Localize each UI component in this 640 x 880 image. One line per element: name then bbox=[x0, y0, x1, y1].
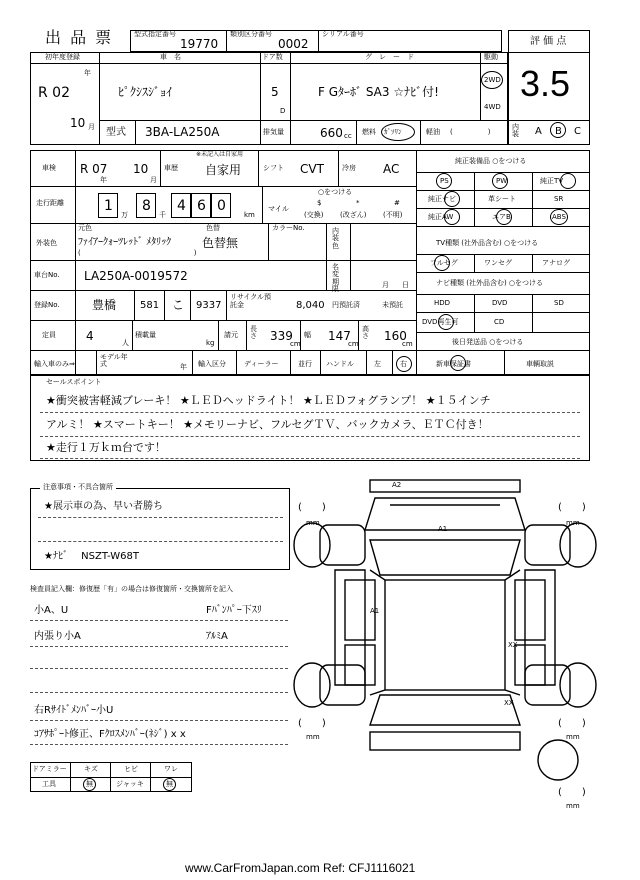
mileage-digit-4: 6 bbox=[197, 198, 206, 214]
chassis-value: LA250A-0019572 bbox=[84, 269, 188, 283]
sales-point-line-1: ★衝突被害軽減ブレーキ！ ★ＬＥＤヘッドライト！ ★ＬＥＤフォグランプ！ ★１５インチ bbox=[46, 394, 491, 407]
drive-circle bbox=[481, 71, 503, 89]
drive-label: 駆動 bbox=[484, 53, 498, 61]
registration-number: 9337 bbox=[196, 300, 222, 311]
model-value: 3BA-LA250A bbox=[145, 125, 220, 139]
color-change-value: 色替無 bbox=[202, 236, 239, 250]
shaken-month-suffix: 月 bbox=[150, 176, 157, 184]
equip-aw-circle bbox=[444, 209, 460, 225]
door-label: ドア数 bbox=[262, 53, 283, 61]
height-label: 高さ bbox=[362, 325, 369, 341]
model-year-label: モデル年式 bbox=[100, 353, 128, 369]
equip-tv: 純正TV bbox=[540, 177, 564, 185]
diagram-mark-a2: A2 bbox=[392, 481, 402, 489]
km-unit: km bbox=[244, 211, 255, 219]
serial-label: シリアル番号 bbox=[322, 30, 364, 38]
navi-cd: CD bbox=[494, 318, 505, 326]
navi-dvd-play: DVD再生可 bbox=[422, 318, 459, 326]
navi-type-label: ナビ種類 (社外品含む) ○をつける bbox=[436, 279, 544, 287]
grade-value: F Gﾀｰﾎﾞ SA3 ☆ﾅﾋﾞ付! bbox=[318, 85, 439, 99]
ac-value: AC bbox=[383, 162, 400, 176]
tools-tool-value: 無 bbox=[86, 780, 93, 788]
year-suffix: 年 bbox=[84, 69, 91, 77]
diagram-mark-a1-top: A1 bbox=[438, 525, 448, 533]
length-label: 長さ bbox=[250, 325, 257, 341]
fuel-circle bbox=[381, 123, 415, 141]
displacement-label: 排気量 bbox=[263, 128, 284, 136]
later-warranty-circle bbox=[450, 355, 466, 371]
equip-pw: PW bbox=[496, 177, 508, 185]
load-unit: kg bbox=[206, 339, 215, 347]
model-designation-label: 型式指定番号 bbox=[134, 30, 176, 38]
capacity-unit: 人 bbox=[122, 339, 129, 347]
drive-4wd: 4WD bbox=[484, 103, 501, 111]
tire-paren-rl: ( ) bbox=[298, 718, 326, 729]
tv-analog: アナログ bbox=[542, 259, 570, 267]
mile-note: ○をつける bbox=[318, 188, 353, 196]
capacity-label: 定員 bbox=[42, 331, 56, 339]
capacity-value: 4 bbox=[86, 329, 94, 343]
length-value: 339 bbox=[270, 329, 293, 343]
tire-mm-fr: mm bbox=[566, 519, 580, 527]
interior-grade-b: B bbox=[555, 126, 562, 137]
inspector-row-1-left: 小A、U bbox=[34, 605, 69, 616]
parallel-option: 並行 bbox=[298, 360, 312, 368]
make-label: 車 名 bbox=[160, 53, 181, 61]
inspector-row-2-left: 内張り小A bbox=[34, 631, 81, 642]
notes-line-3: ★ﾅﾋﾞ NSZT-W68T bbox=[44, 551, 139, 562]
color-label: 外装色 bbox=[36, 239, 57, 247]
mileage-digit-3: 4 bbox=[177, 198, 186, 214]
tire-mm-rl: mm bbox=[306, 733, 320, 741]
registration-area: 豊橋 bbox=[92, 298, 117, 312]
tools-header-break: ワレ bbox=[164, 765, 178, 773]
height-unit: cm bbox=[402, 340, 413, 348]
shaken-label: 車検 bbox=[42, 164, 56, 172]
shaken-month: 10 bbox=[133, 162, 149, 176]
tools-jack-value: 無 bbox=[166, 780, 173, 788]
exchange-paren: (交換) bbox=[304, 211, 324, 219]
navi-dvd: DVD bbox=[492, 299, 508, 307]
color-paren: ( ) bbox=[78, 249, 196, 257]
diagram-mark-a1-side: A1 bbox=[370, 607, 380, 615]
interior-grade-circle bbox=[550, 122, 566, 138]
sales-point-line-2: アルミ！ ★スマートキー！ ★メモリーナビ、フルセグＴＶ、バックカメラ、ＥＴＣ付き！ bbox=[46, 418, 489, 431]
tire-mm-fl: mm bbox=[306, 519, 320, 527]
equip-sr: SR bbox=[554, 195, 564, 203]
sen-unit: 千 bbox=[159, 211, 166, 219]
handle-left: 左 bbox=[374, 360, 381, 368]
import-class-label: 輸入区分 bbox=[198, 360, 226, 368]
equip-navi-circle bbox=[444, 191, 460, 207]
equip-pw-circle bbox=[492, 173, 508, 189]
tools-jack-label: ジャッキ bbox=[116, 780, 144, 788]
recycle-label: リサイクル預託金 bbox=[230, 293, 272, 309]
equip-navi: 純正ナビ bbox=[428, 195, 456, 203]
sales-point-line-3: ★走行１万ｋｍ台です！ bbox=[46, 441, 166, 454]
score-value: 3.5 bbox=[520, 63, 571, 104]
diesel-paren: ( ) bbox=[450, 128, 491, 136]
width-value: 147 bbox=[328, 329, 351, 343]
navi-dvd-play-circle bbox=[438, 314, 454, 330]
navi-hdd: HDD bbox=[434, 299, 451, 307]
sales-points-label: セールスポイント bbox=[46, 378, 102, 386]
navi-sd: SD bbox=[554, 299, 564, 307]
equip-ps: PS bbox=[440, 177, 449, 185]
equip-abs: ABS bbox=[552, 213, 566, 221]
diagram-mark-xx-1: XX bbox=[508, 641, 518, 649]
shift-value: CVT bbox=[300, 162, 324, 176]
diesel-label: 軽油 bbox=[426, 128, 440, 136]
model-designation-value: 19770 bbox=[180, 37, 219, 51]
first-reg-month: 10 bbox=[70, 116, 86, 130]
make-value: ﾋﾟｸｼｽｼﾞｮｲ bbox=[118, 85, 173, 99]
registration-class: 581 bbox=[140, 300, 160, 311]
tire-mm-rr: mm bbox=[566, 733, 580, 741]
tv-type-label: TV種類 (社外品含む) ○をつける bbox=[436, 239, 539, 247]
man-unit: 万 bbox=[121, 211, 128, 219]
color-no-label: カラーNo. bbox=[272, 224, 305, 232]
mileage-digit-1: 1 bbox=[104, 198, 113, 214]
interior-color-label: 内装色 bbox=[332, 227, 339, 250]
displacement-value: 660 bbox=[320, 126, 343, 140]
use-note: ※未記入は自家用 bbox=[196, 151, 244, 158]
first-reg-era: R 02 bbox=[38, 85, 70, 101]
interior-label: 内装 bbox=[512, 123, 519, 138]
tv-oneseg: ワンセグ bbox=[484, 259, 512, 267]
door-type: D bbox=[280, 107, 286, 115]
inspector-row-2-right: ｱﾙﾐA bbox=[206, 631, 228, 642]
car-damage-diagram bbox=[290, 470, 600, 810]
equip-abs-circle bbox=[550, 209, 568, 225]
later-warranty: 新車保証書 bbox=[436, 360, 471, 368]
recycle-suffix: 円預託済 bbox=[332, 301, 360, 309]
name-change-month: 月 bbox=[382, 281, 389, 289]
inspector-row-6-left: ｺｱｻﾎﾟｰﾄ修正、Fｸﾛｽﾒﾝﾊﾞｰ(ﾈｼﾞ) x x bbox=[34, 729, 186, 740]
dealer-option: ディーラー bbox=[244, 360, 279, 368]
width-label: 幅 bbox=[304, 331, 311, 339]
inspector-row-1-right: Fﾊﾞﾝﾊﾟｰ下ｽﾘ bbox=[206, 605, 262, 616]
later-manual: 車輌取説 bbox=[526, 360, 554, 368]
first-reg-label: 初年度登録 bbox=[45, 53, 80, 61]
tv-fullseg-circle bbox=[434, 255, 450, 271]
load-label: 積載量 bbox=[135, 331, 156, 339]
use-label: 車歴 bbox=[164, 164, 178, 172]
handle-right: 右 bbox=[400, 360, 407, 368]
sheet-title: 出 品 票 bbox=[45, 28, 114, 47]
unknown-paren: (不明) bbox=[383, 211, 403, 219]
recycle-unpaid: 未預託 bbox=[382, 301, 403, 309]
original-color-value: ﾌｧｲｱｰｸｫｰﾂﾚｯﾄﾞ ﾒﾀﾘｯｸ bbox=[78, 237, 172, 248]
tire-paren-rr: ( ) bbox=[558, 718, 586, 729]
height-value: 160 bbox=[384, 329, 407, 343]
handle-label: ハンドル bbox=[326, 360, 354, 368]
shift-label: シフト bbox=[263, 164, 284, 172]
tamper-paren: (改ざん) bbox=[340, 211, 367, 219]
grade-label: グ レ ー ド bbox=[365, 53, 414, 61]
interior-grade-c: C bbox=[574, 126, 581, 137]
tire-mm-spare: mm bbox=[566, 802, 580, 810]
original-color-label: 元色 bbox=[78, 224, 92, 232]
registration-label: 登録No. bbox=[34, 301, 60, 309]
genuine-equipment-label: 純正装備品 ○をつける bbox=[455, 157, 527, 165]
diagram-mark-xx-2: XX bbox=[504, 699, 514, 707]
star-mark: * bbox=[356, 199, 360, 207]
category-label: 類別区分番号 bbox=[230, 30, 272, 38]
month-suffix: 月 bbox=[88, 123, 95, 131]
drive-2wd: 2WD bbox=[484, 76, 501, 84]
tire-paren-fl: ( ) bbox=[298, 502, 326, 513]
shaken-year-suffix: 年 bbox=[100, 176, 107, 184]
equip-tv-circle bbox=[560, 173, 576, 189]
equip-ps-circle bbox=[436, 173, 452, 189]
cc-unit: cc bbox=[344, 132, 352, 140]
name-change-day: 日 bbox=[402, 281, 409, 289]
ac-label: 冷房 bbox=[342, 164, 356, 172]
equip-airbag: エアB bbox=[492, 213, 511, 221]
model-label: 型式 bbox=[106, 127, 126, 138]
import-label: 輸入車のみ⇒ bbox=[34, 360, 75, 368]
tire-paren-spare: ( ) bbox=[558, 787, 586, 798]
recycle-value: 8,040 bbox=[296, 300, 325, 311]
equip-airbag-circle bbox=[496, 209, 512, 225]
tools-tool-circle bbox=[83, 778, 96, 791]
chassis-label: 車台No. bbox=[34, 271, 60, 279]
mileage-digit-5: 0 bbox=[217, 198, 226, 214]
fuel-value: ｶﾞｿﾘﾝ bbox=[384, 128, 402, 136]
mileage-label: 走行距離 bbox=[36, 199, 64, 207]
interior-grade-a: A bbox=[535, 126, 542, 137]
fuel-label: 燃料 bbox=[362, 128, 376, 136]
name-change-label: 名変期限 bbox=[332, 263, 339, 294]
tools-header-mirror: ドアミラー bbox=[32, 765, 67, 773]
doors-value: 5 bbox=[271, 85, 279, 99]
length-unit: cm bbox=[290, 340, 301, 348]
tools-header-crack: ヒビ bbox=[124, 765, 138, 773]
color-change-label: 色替 bbox=[206, 224, 220, 232]
width-unit: cm bbox=[348, 340, 359, 348]
tire-paren-fr: ( ) bbox=[558, 502, 586, 513]
tools-header-scratch: キズ bbox=[84, 765, 98, 773]
footer-reference: www.CarFromJapan.com Ref: CFJ1116021 bbox=[185, 861, 416, 875]
shaken-era: R 07 bbox=[80, 162, 108, 176]
handle-right-circle bbox=[396, 356, 412, 372]
mile-label: マイル bbox=[268, 205, 289, 213]
sales-label: 請元 bbox=[224, 331, 238, 339]
score-label: 評 価 点 bbox=[530, 36, 567, 47]
equip-aw: 純正AW bbox=[428, 213, 454, 221]
use-value: 自家用 bbox=[205, 163, 242, 177]
tv-fullseg: フルセグ bbox=[430, 259, 458, 267]
later-shipment-label: 後日発送品 ○をつける bbox=[452, 338, 524, 346]
hash-mark: # bbox=[394, 199, 400, 207]
mileage-digit-2: 8 bbox=[142, 198, 151, 214]
registration-kana: こ bbox=[172, 298, 185, 312]
category-value: 0002 bbox=[278, 37, 309, 51]
tools-tool-label: 工具 bbox=[42, 780, 56, 788]
equip-leather: 革シート bbox=[488, 195, 516, 203]
notes-line-1: ★展示車の為、早い者勝ち bbox=[44, 501, 163, 512]
inspector-label: 検査員記入欄：修復歴「有」の場合は修復箇所・交換箇所を記入 bbox=[30, 585, 233, 593]
model-year-suffix: 年 bbox=[180, 363, 187, 371]
notes-label: 注意事項・不具合箇所 bbox=[43, 483, 113, 491]
inspector-row-5-left: 右Rｻｲﾄﾞﾒﾝﾊﾞｰ小U bbox=[34, 705, 114, 716]
tools-jack-circle bbox=[163, 778, 176, 791]
dollar-mark: $ bbox=[317, 199, 322, 207]
